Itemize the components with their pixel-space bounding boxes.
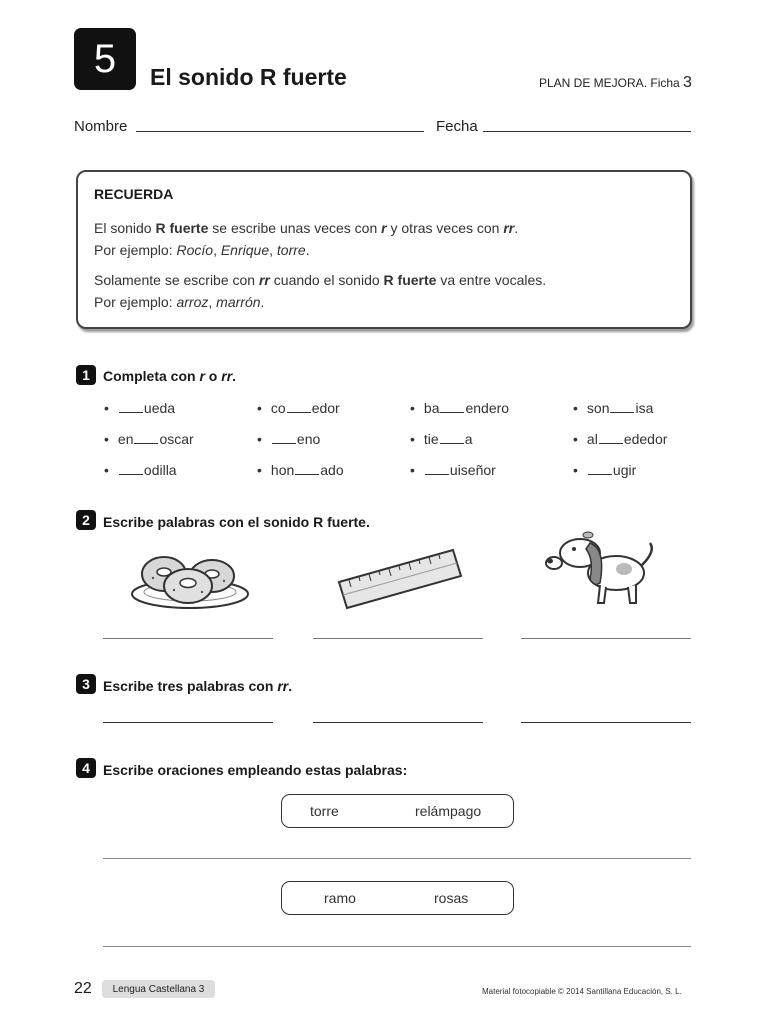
letter-blank[interactable] <box>119 462 143 475</box>
word-suffix: ado <box>320 462 344 478</box>
dog-illustration <box>544 527 662 609</box>
letter-blank[interactable] <box>440 431 464 444</box>
exercise-2-title: Escribe palabras con el sonido R fuerte. <box>103 514 370 530</box>
exercise-3-answer-line-2[interactable] <box>313 722 483 723</box>
exercise-2-badge: 2 <box>76 510 96 530</box>
name-label: Nombre <box>74 118 128 135</box>
book-title-pill: Lengua Castellana 3 <box>102 980 215 998</box>
bullet-icon: • <box>410 462 415 478</box>
exercise-3-answer-line-1[interactable] <box>103 722 273 723</box>
word-box-1-word-1: torre <box>310 803 339 819</box>
letter-blank[interactable] <box>287 400 311 413</box>
exercise-1-title: Completa con r o rr. <box>103 368 237 384</box>
word-suffix: oscar <box>159 431 194 447</box>
word-prefix: en <box>117 431 134 447</box>
plan-text: PLAN DE MEJORA. Ficha <box>539 76 680 90</box>
fill-in-word <box>573 400 653 416</box>
letter-blank[interactable] <box>425 462 449 475</box>
word-suffix: ueda <box>143 400 176 416</box>
word-prefix: ba <box>423 400 440 416</box>
fill-in-word <box>410 431 473 447</box>
fill-in-word <box>257 462 344 478</box>
exercise-4-answer-line-2[interactable] <box>103 946 691 947</box>
fill-in-word <box>257 431 320 447</box>
word-suffix: uiseñor <box>449 462 496 478</box>
fill-in-word <box>104 431 194 447</box>
word-prefix: tie <box>423 431 439 447</box>
recuerda-line-1: El sonido R fuerte se escribe unas veces con r y otras veces con rr. <box>94 220 519 236</box>
exercise-4-title: Escribe oraciones empleando estas palabras: <box>103 762 408 778</box>
letter-blank[interactable] <box>295 462 319 475</box>
exercise-3-answer-line-3[interactable] <box>521 722 691 723</box>
exercise-3-badge: 3 <box>76 674 96 694</box>
bullet-icon: • <box>410 431 415 447</box>
name-field-line[interactable] <box>136 131 424 132</box>
bullet-icon: • <box>257 462 262 478</box>
word-box-1 <box>281 794 514 828</box>
word-box-2-word-2: rosas <box>434 890 469 906</box>
exercise-4-answer-line-1[interactable] <box>103 858 691 859</box>
bullet-icon: • <box>257 400 262 416</box>
exercise-1-badge: 1 <box>76 365 96 385</box>
word-prefix: hon <box>270 462 295 478</box>
recuerda-line-3: Solamente se escribe con rr cuando el sonido R fuerte va entre vocales. <box>94 272 547 288</box>
recuerda-title: RECUERDA <box>94 186 174 202</box>
letter-blank[interactable] <box>272 431 296 444</box>
word-suffix: edor <box>311 400 340 416</box>
bullet-icon: • <box>104 400 109 416</box>
date-field-line[interactable] <box>483 131 691 132</box>
exercise-2-answer-line-2[interactable] <box>313 638 483 639</box>
exercise-2-answer-line-3[interactable] <box>521 638 691 639</box>
letter-blank[interactable] <box>610 400 634 413</box>
recuerda-line-4: Por ejemplo: arroz, marrón. <box>94 294 265 310</box>
letter-blank[interactable] <box>588 462 612 475</box>
date-label: Fecha <box>436 118 478 135</box>
word-suffix: endero <box>465 400 510 416</box>
fill-in-word <box>104 400 175 416</box>
letter-blank[interactable] <box>599 431 623 444</box>
word-suffix: eno <box>296 431 321 447</box>
word-suffix: ugir <box>612 462 637 478</box>
word-box-1-word-2: relámpago <box>415 803 482 819</box>
donuts-plate-illustration <box>128 548 252 614</box>
bullet-icon: • <box>573 462 578 478</box>
fill-in-word <box>410 462 496 478</box>
fill-in-word <box>104 462 177 478</box>
word-suffix: odilla <box>143 462 177 478</box>
letter-blank[interactable] <box>134 431 158 444</box>
exercise-4-badge: 4 <box>76 758 96 778</box>
word-prefix: son <box>586 400 610 416</box>
word-prefix: al <box>586 431 598 447</box>
fill-in-word <box>257 400 340 416</box>
fill-in-word <box>573 462 636 478</box>
exercise-3-title: Escribe tres palabras con rr. <box>103 678 293 694</box>
recuerda-line-2: Por ejemplo: Rocío, Enrique, torre. <box>94 242 310 258</box>
letter-blank[interactable] <box>119 400 143 413</box>
bullet-icon: • <box>104 431 109 447</box>
plan-label <box>539 74 692 92</box>
page-title: El sonido R fuerte <box>150 64 347 90</box>
word-box-2-word-1: ramo <box>324 890 356 906</box>
word-prefix: co <box>270 400 286 416</box>
word-suffix: ededor <box>623 431 668 447</box>
word-suffix: a <box>464 431 473 447</box>
word-box-2 <box>281 881 514 915</box>
page-number: 22 <box>74 980 92 997</box>
bullet-icon: • <box>573 400 578 416</box>
fill-in-word <box>410 400 509 416</box>
recuerda-box <box>76 170 692 329</box>
bullet-icon: • <box>573 431 578 447</box>
copyright-text: Material fotocopiable © 2014 Santillana Educación, S. L. <box>482 987 682 996</box>
ruler-illustration <box>335 548 465 612</box>
bullet-icon: • <box>410 400 415 416</box>
unit-number-badge: 5 <box>74 28 136 90</box>
plan-number: 3 <box>683 74 692 91</box>
fill-in-word <box>573 431 667 447</box>
letter-blank[interactable] <box>440 400 464 413</box>
bullet-icon: • <box>104 462 109 478</box>
bullet-icon: • <box>257 431 262 447</box>
exercise-2-answer-line-1[interactable] <box>103 638 273 639</box>
word-suffix: isa <box>635 400 654 416</box>
